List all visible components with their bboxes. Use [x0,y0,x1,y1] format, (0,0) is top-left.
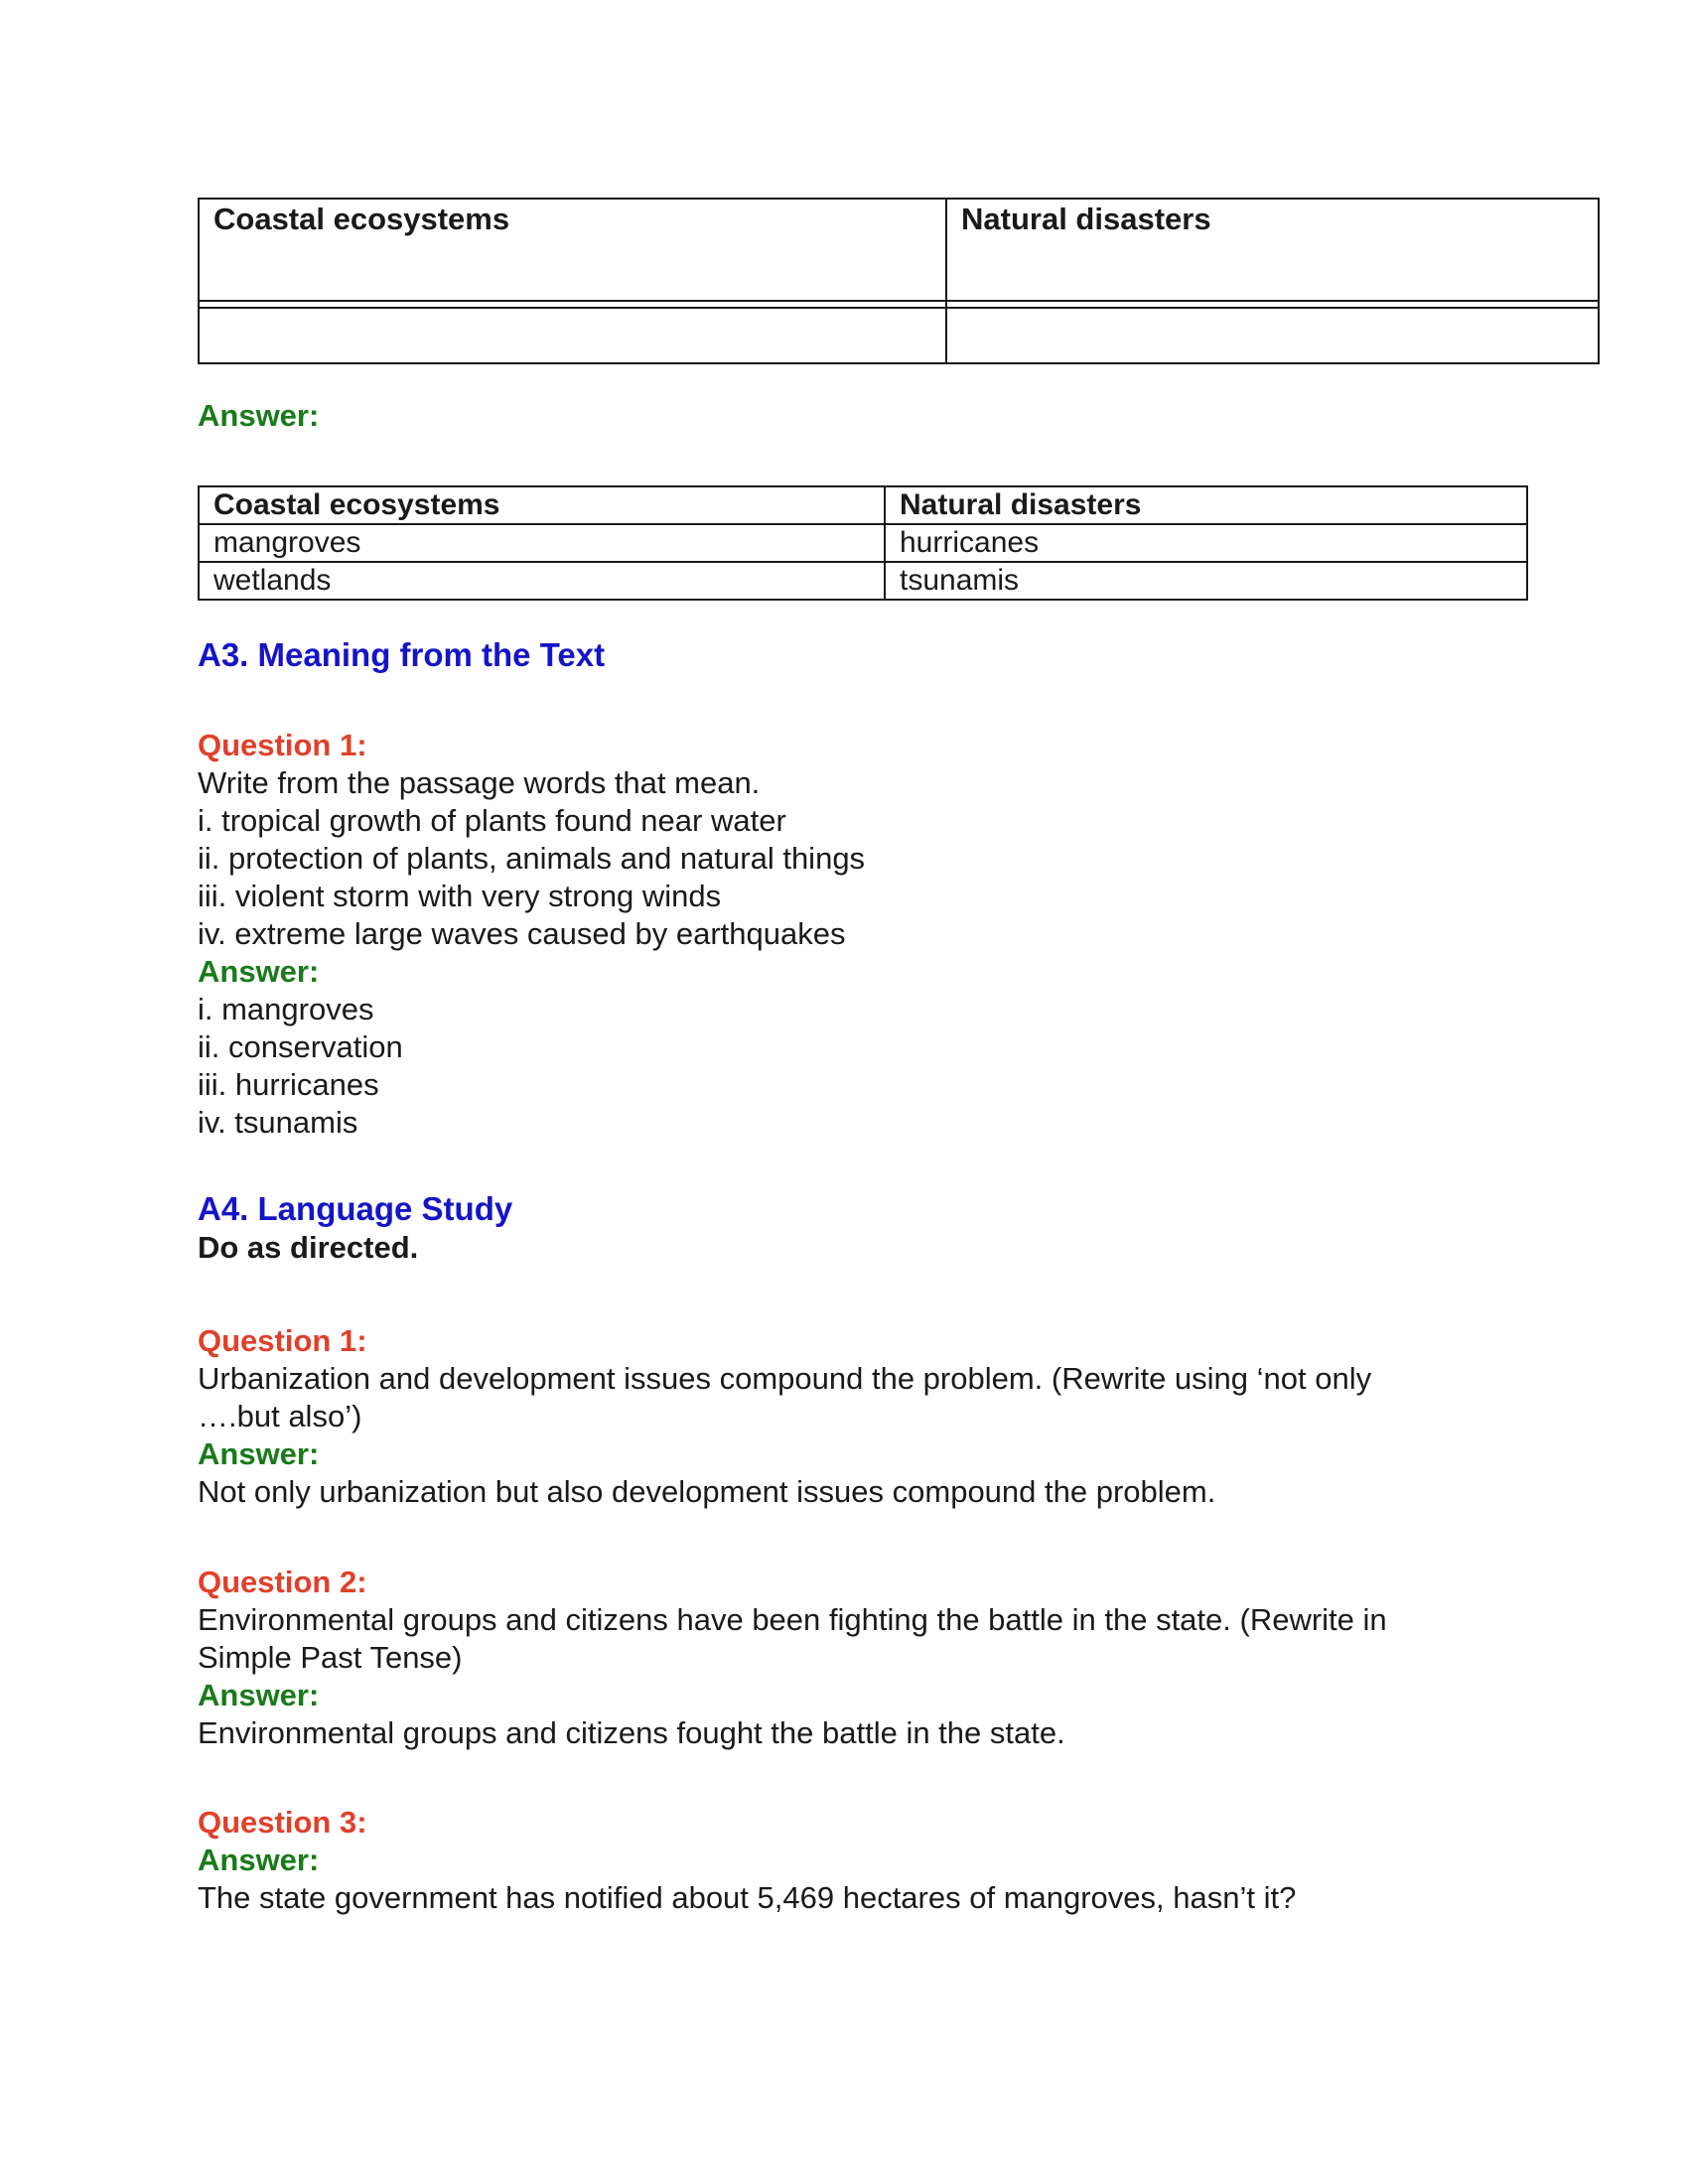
table-header-coastal-ecosystems: Coastal ecosystems [200,200,947,300]
question-text: Environmental groups and citizens have been fighting the battle in the state. (Rewrite in [198,1602,1387,1637]
answer-classification-table [198,485,1528,601]
section-a4-header [198,1189,1508,1267]
a4-question-3 [198,1804,1508,1917]
table-header-row [200,487,1526,525]
table-header-natural-disasters: Natural disasters [900,488,1142,521]
answer-item: ii. conservation [198,1029,403,1064]
table-empty-cell-left [200,309,947,362]
table-row [200,525,1526,563]
answer-text: Environmental groups and citizens fought the battle in the state. [198,1715,1065,1750]
answer-text: The state government has notified about 5,469 hectares of mangroves, hasn’t it? [198,1880,1297,1915]
table-cell: hurricanes [900,526,1040,559]
question-text: Simple Past Tense) [198,1640,463,1675]
table-cell: wetlands [200,563,886,599]
table-divider [200,302,1598,309]
answer-text: Not only urbanization but also development issues compound the problem. [198,1474,1216,1509]
question-item: i. tropical growth of plants found near water [198,803,786,838]
table-header-row [200,200,1598,302]
answer-label: Answer: [198,1436,320,1471]
instruction-text: Do as directed. [198,1230,419,1265]
question-item: ii. protection of plants, animals and natural things [198,841,866,876]
question-label: Question 2: [198,1565,367,1599]
question-label: Question 1: [198,1323,367,1358]
section-heading-a3: A3. Meaning from the Text [198,636,606,673]
a3-question-1 [198,727,1508,1142]
table-empty-row [200,309,1598,362]
answer-label: Answer: [198,1678,320,1712]
question-label: Question 1: [198,728,367,762]
question-item: iii. violent storm with very strong winds [198,879,722,913]
question-item: iv. extreme large waves caused by earthquakes [198,916,846,951]
a4-question-2 [198,1564,1508,1752]
question-label: Question 3: [198,1805,367,1840]
question-text: Write from the passage words that mean. [198,765,761,800]
question-text: Urbanization and development issues compound the problem. (Rewrite using ‘not only [198,1361,1372,1396]
answer-label: Answer: [198,398,320,433]
table-cell: mangroves [200,525,886,561]
table-header-natural-disasters: Natural disasters [961,202,1211,236]
answer-item: iv. tsunamis [198,1105,358,1140]
table-row [200,563,1526,599]
section-heading-a4: A4. Language Study [198,1190,513,1227]
answer-label: Answer: [198,954,320,989]
table-empty-cell-right [947,309,1598,362]
answer-item: iii. hurricanes [198,1067,379,1102]
empty-classification-table [198,198,1600,364]
table-header-coastal-ecosystems: Coastal ecosystems [200,487,886,523]
a4-question-1 [198,1322,1508,1511]
question-text: ….but also’) [198,1399,362,1433]
answer-item: i. mangroves [198,992,374,1026]
answer-label: Answer: [198,1843,320,1877]
table-cell: tsunamis [900,564,1020,597]
